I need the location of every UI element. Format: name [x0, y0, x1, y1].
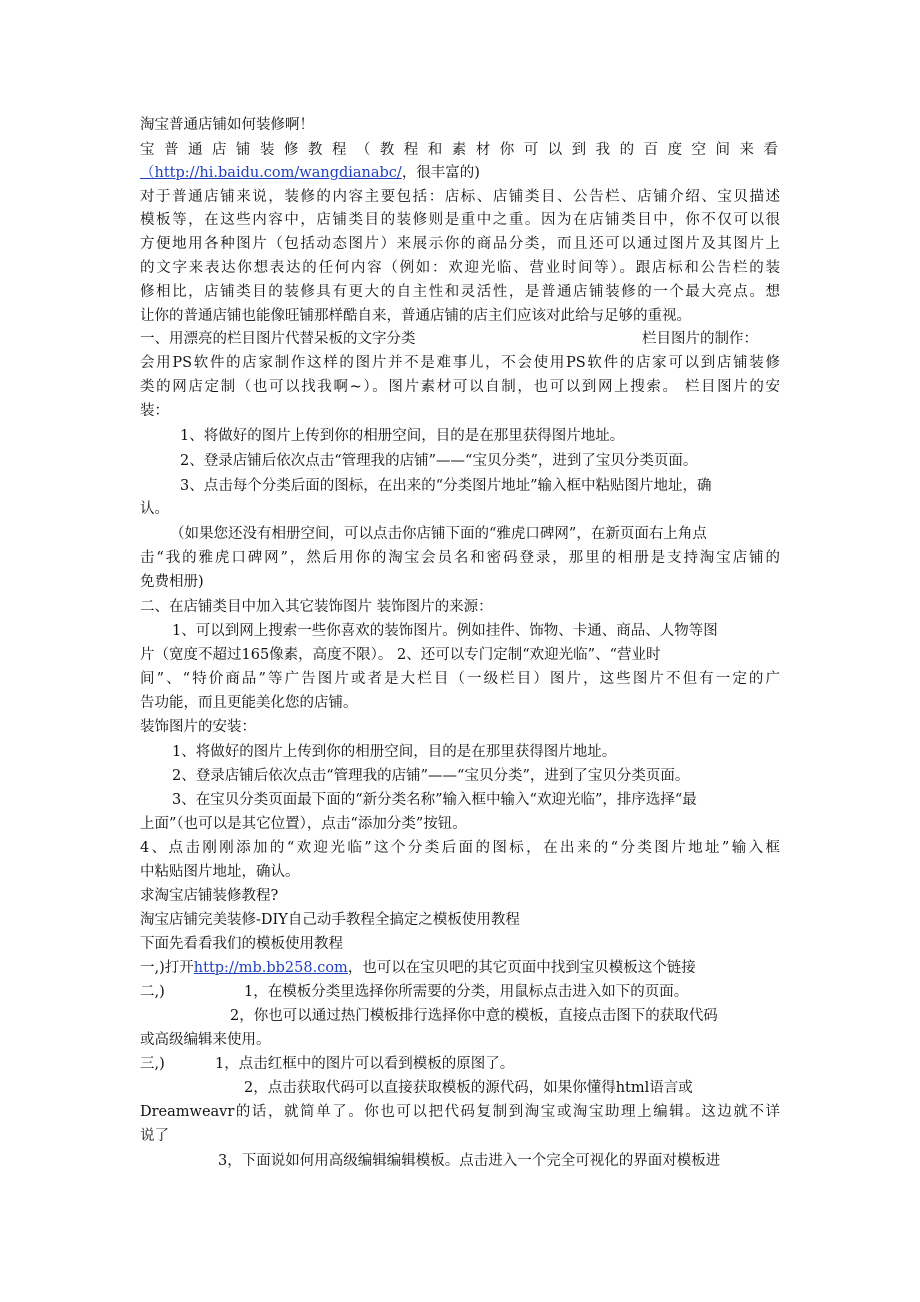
section2-step: 3、在宝贝分类页面最下面的“新分类名称”输入框中输入“欢迎光临”，排序选择“最 [172, 792, 697, 808]
section2-step: 中粘贴图片地址，确认。 [140, 864, 300, 880]
step2-b: 2，你也可以通过热门模板排行选择你中意的模板，直接点击图下的获取代码 [230, 1008, 718, 1024]
section2-body-line: 告功能，而且更能美化您的店铺。 [140, 695, 358, 711]
tutorial-title: 淘宝店铺完美装修-DIY自己动手教程全搞定之模板使用教程 [140, 912, 520, 928]
section1-body-line: 类的网店定制（也可以找我啊~）。图片素材可以自制，也可以到网上搜索。 栏目图片的安 [140, 379, 780, 395]
section2-heading: 二、在店铺类目中加入其它装饰图片 装饰图片的来源： [140, 599, 493, 615]
section1-heading-right: 栏目图片的制作： [642, 331, 758, 347]
section2-step: 1、将做好的图片上传到你的相册空间，目的是在那里获得图片地址。 [172, 744, 617, 760]
tutorial-intro: 下面先看看我们的模板使用教程 [140, 936, 343, 952]
baidu-space-link[interactable]: （http://hi.baidu.com/wangdianabc/ [140, 165, 402, 181]
step2-label: 二,) [140, 984, 165, 1000]
intro-link-line [140, 163, 480, 185]
section2-body-line: 片（宽度不超过165像素，高度不限）。 2、还可以专门定制“欢迎光临”、“营业时 [140, 647, 661, 663]
step3-c: 3，下面说如何用高级编辑编辑模板。点击进入一个完全可视化的界面对模板进 [218, 1153, 721, 1169]
section2-step: 上面”（也可以是其它位置），点击“添加分类”按钮。 [140, 816, 467, 832]
step1-prefix: 一,)打开 [140, 960, 194, 976]
step3-label: 三,) [140, 1056, 165, 1072]
para1-line: 的文字来表达你想表达的任何内容（例如：欢迎光临、营业时间等）。跟店标和公告栏的装 [140, 260, 780, 276]
section2-body-line: 1、可以到网上搜索一些你喜欢的装饰图片。例如挂件、饰物、卡通、商品、人物等图 [172, 623, 718, 639]
step3-b: 2，点击获取代码可以直接获取模板的源代码，如果你懂得html语言或 [244, 1080, 693, 1096]
section1-body-line: 会用PS软件的店家制作这样的图片并不是难事儿，不会使用PS软件的店家可以到店铺装修 [140, 355, 780, 371]
step1-suffix: ，也可以在宝贝吧的其它页面中找到宝贝模板这个链接 [347, 960, 696, 976]
section2-step: 4、点击刚刚添加的“欢迎光临”这个分类后面的图标，在出来的“分类图片地址”输入框 [140, 840, 780, 856]
section1-step: 3、点击每个分类后面的图标，在出来的“分类图片地址”输入框中粘贴图片地址，确 [180, 478, 712, 494]
doc-title: 淘宝普通店铺如何装修啊！ [140, 117, 314, 133]
step1-line [140, 958, 696, 980]
step3-b2: Dreamweavr的话，就简单了。你也可以把代码复制到淘宝或淘宝助理上编辑。这边就不详 [140, 1104, 780, 1120]
section1-heading: 一、用漂亮的栏目图片代替呆板的文字分类 [140, 331, 416, 347]
step2-b2: 或高级编辑来使用。 [140, 1032, 271, 1048]
intro-link-rest: ，很丰富的) [401, 165, 480, 181]
section2-body-line: 间”、“特价商品”等广告图片或者是大栏目（一级栏目）图片，这些图片不但有一定的广 [140, 671, 780, 687]
para1-line: 对于普通店铺来说，装修的内容主要包括：店标、店铺类目、公告栏、店铺介绍、宝贝描述 [140, 189, 780, 205]
section1-note-line: 免费相册) [140, 574, 204, 590]
section2-install-heading: 装饰图片的安装： [140, 719, 256, 735]
bb258-link[interactable]: http://mb.bb258.com [193, 960, 348, 976]
section2-step: 2、登录店铺后依次点击“管理我的店铺”——“宝贝分类”，进到了宝贝分类页面。 [172, 768, 690, 784]
para1-line: 模板等，在这些内容中，店铺类目的装修则是重中之重。因为在店铺类目中，你不仅可以很 [140, 212, 780, 228]
para1-line: 方便地用各种图片（包括动态图片）来展示你的商品分类，而且还可以通过图片及其图片上 [140, 236, 780, 252]
section1-step: 1、将做好的图片上传到你的相册空间，目的是在那里获得图片地址。 [180, 428, 625, 444]
question-heading: 求淘宝店铺装修教程? [140, 888, 279, 904]
para1-line: 让你的普通店铺也能像旺铺那样酷自来，普通店铺的店主们应该对此给与足够的重视。 [140, 308, 691, 324]
section1-note-line: 击“我的雅虎口碑网”，然后用你的淘宝会员名和密码登录，那里的相册是支持淘宝店铺的 [140, 550, 780, 566]
step3-b3: 说了 [140, 1128, 169, 1144]
section1-step: 认。 [140, 501, 169, 517]
section1-body-line: 装： [140, 403, 169, 419]
section1-note-line: （如果您还没有相册空间，可以点击你店铺下面的“雅虎口碑网”，在新页面右上角点 [170, 526, 707, 542]
section1-step: 2、登录店铺后依次点击“管理我的店铺”——“宝贝分类”，进到了宝贝分类页面。 [180, 453, 698, 469]
para1-line: 修相比，店铺类目的装修具有更大的自主性和灵活性，是普通店铺装修的一个最大亮点。想 [140, 284, 780, 300]
intro-line: 宝普通店铺装修教程（教程和素材你可以到我的百度空间来看 [140, 142, 780, 158]
step2-a: 1，在模板分类里选择你所需要的分类，用鼠标点击进入如下的页面。 [244, 984, 689, 1000]
step3-a: 1，点击红框中的图片可以看到模板的原图了。 [215, 1056, 515, 1072]
